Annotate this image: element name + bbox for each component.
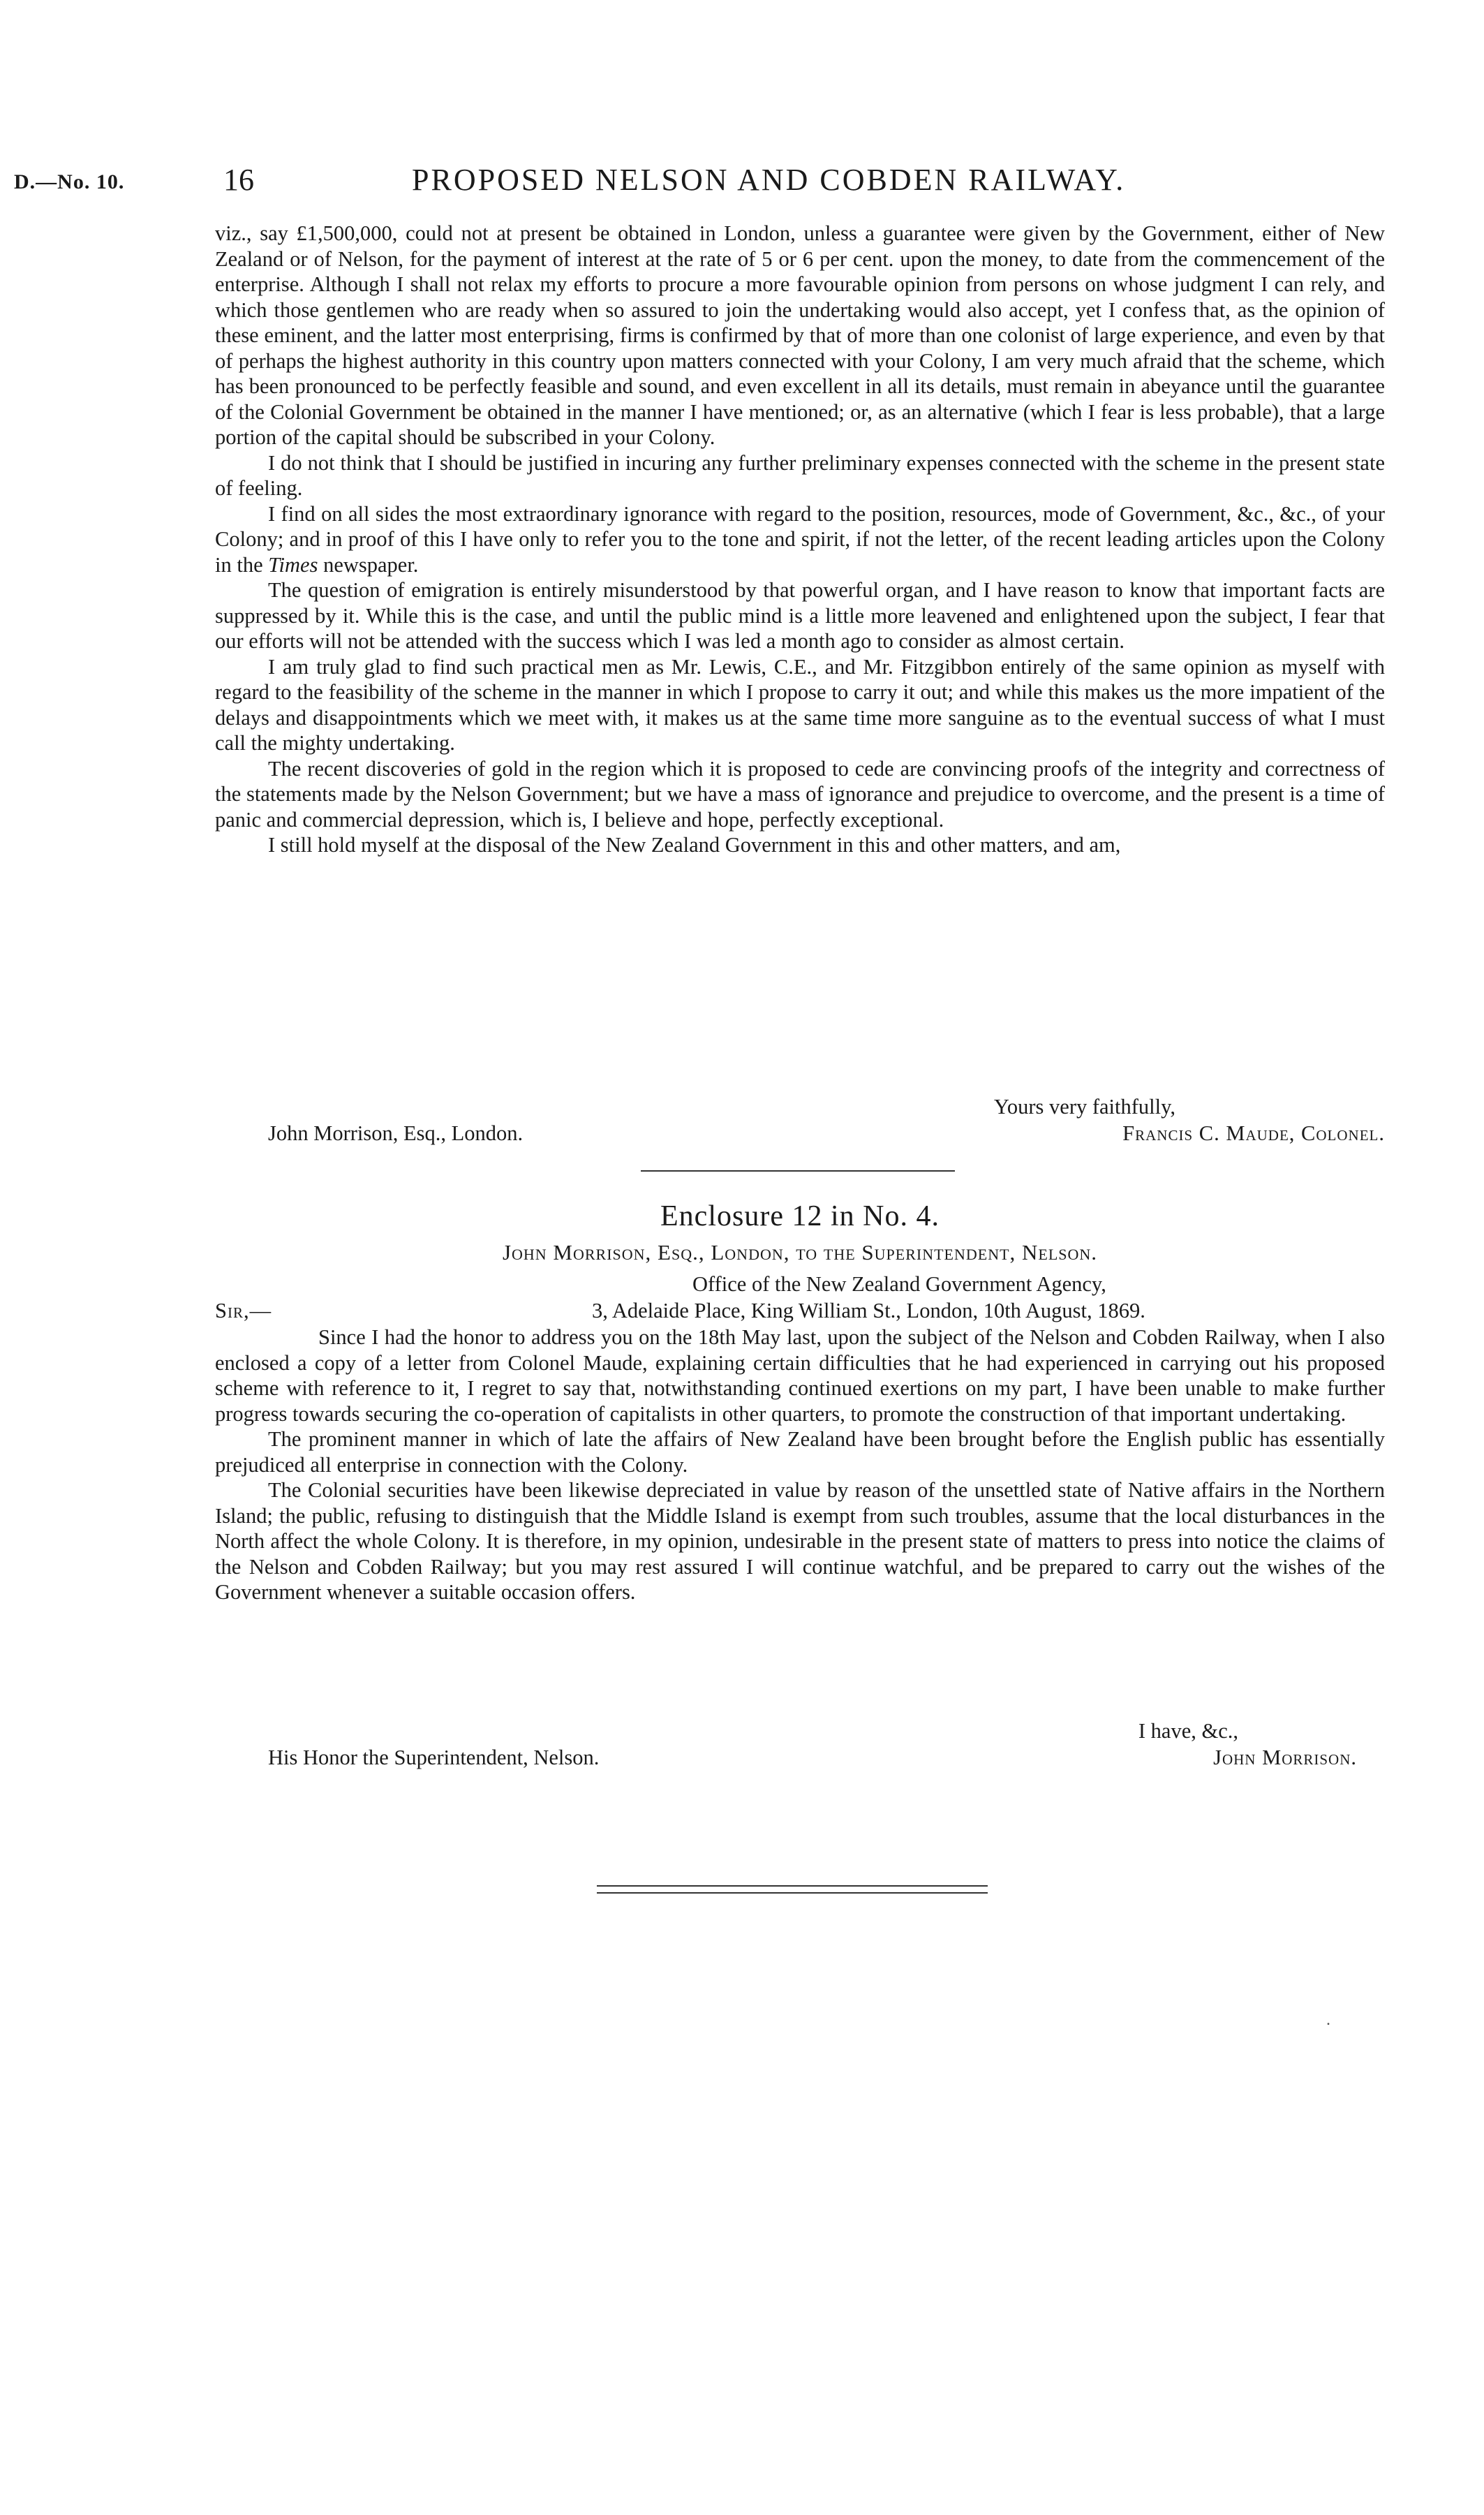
- paragraph-text: I find on all sides the most extraordinary ignorance with regard to the position, resources, mode of Government, &c., &c., of your Colony; and in proof of this I have only to refer you to the tone and spirit, if not the letter, of the recent leading articles upon the Colony in the: [215, 501, 1385, 577]
- paragraph: The recent discoveries of gold in the region which it is proposed to cede are convincing proofs of the integrity and correctness of the statements made by the Nelson Government; but we have a mass of ignorance and prejudice to overcome, and the present is a time of panic and commercial depression, which is, I believe and hope, perfectly exceptional.: [215, 756, 1385, 832]
- signature: Francis C. Maude, Colonel.: [1122, 1121, 1385, 1145]
- paragraph-text-end: newspaper.: [323, 552, 419, 577]
- paragraph: viz., say £1,500,000, could not at present be obtained in London, unless a guarantee were given by the Government, either of New Zealand or of Nelson, for the payment of interest at the rate of 5 or 6 per cent. upon the money, to date from the commencement of the enterprise. Although I shall not relax my efforts to procure a more favourable opinion from persons on whose judgment I can rely, and which those gentlemen who are ready when so assured to join the undertaking would also accept, yet I confess that, as the opinion of these eminent, and the latter most enterprising, firms is confirmed by that of more than one colonist of large experience, and even by that of perhaps the highest authority in this country upon matters connected with your Colony, I am very much afraid that the scheme, which has been pronounced to be perfectly feasible and sound, and even excellent in all its details, must remain in abeyance until the guarantee of the Colonial Government be obtained in the manner I have mentioned; or, as an alternative (which I fear is less probable), that a large portion of the capital should be subscribed in your Colony.: [215, 221, 1385, 449]
- letter-morrison-body: [215, 1325, 1385, 1605]
- page-number: 16: [223, 163, 254, 197]
- letter-maude-signature-block: [215, 1095, 1385, 1151]
- signature: John Morrison.: [1213, 1746, 1357, 1769]
- paragraph: I do not think that I should be justified in incuring any further preliminary expenses connected with the scheme in the present state of feeling.: [215, 450, 1385, 500]
- letter-morrison-signature-block: [215, 1719, 1385, 1775]
- document-reference: D.—No. 10.: [14, 170, 125, 193]
- times-newspaper-name: Times: [268, 552, 318, 577]
- margin-dot: .: [1326, 2011, 1330, 2029]
- sender-office: Office of the New Zealand Government Agency,: [692, 1272, 1106, 1296]
- paragraph: The Colonial securities have been likewise depreciated in value by reason of the unsettled state of Native affairs in the Northern Island; the public, refusing to distinguish that the Middle Island is exempt from such troubles, assume that the local disturbances in the North affect the whole Colony. It is therefore, in my opinion, undesirable in the present state of matters to press into notice the claims of the Nelson and Cobden Railway; but you may rest assured I will continue watchful, and be prepared to carry out the wishes of the Government whenever a suitable occasion offers.: [215, 1478, 1385, 1604]
- enclosure-from-to: John Morrison, Esq., London, to the Superintendent, Nelson.: [502, 1240, 1098, 1264]
- complimentary-close: I have, &c.,: [1138, 1719, 1238, 1743]
- paragraph: I am truly glad to find such practical men as Mr. Lewis, C.E., and Mr. Fitzgibbon entirely of the same opinion as myself with regard to the feasibility of the scheme in the manner in which I propose to carry it out; and while this makes us the more impatient of the delays and disappointments which we meet with, it makes us at the same time more sanguine as to the eventual success of what I must call the mighty undertaking.: [215, 654, 1385, 755]
- end-rule: [597, 1885, 988, 1894]
- complimentary-close: Yours very faithfully,: [993, 1095, 1175, 1119]
- paragraph: I still hold myself at the disposal of the New Zealand Government in this and other matters, and am,: [268, 833, 1121, 857]
- addressee: His Honor the Superintendent, Nelson.: [268, 1746, 600, 1769]
- addressee: John Morrison, Esq., London.: [268, 1121, 524, 1145]
- sender-address-date: 3, Adelaide Place, King William St., London, 10th August, 1869.: [592, 1299, 1145, 1322]
- page-title: PROPOSED NELSON AND COBDEN RAILWAY.: [412, 163, 1126, 197]
- paragraph: The question of emigration is entirely misunderstood by that powerful organ, and I have reason to know that important facts are suppressed by it. While this is the case, and until the public mind is a little more leavened and enlightened upon the subject, I fear that our efforts will not be attended with the success which I was led a month ago to consider as almost certain.: [215, 578, 1385, 653]
- letter-maude-body: [215, 221, 1385, 858]
- paragraph: [215, 501, 1385, 578]
- section-divider: [641, 1170, 955, 1172]
- paragraph: Since I had the honor to address you on the 18th May last, upon the subject of the Nelson and Cobden Railway, when I also enclosed a copy of a letter from Colonel Maude, explaining certain difficulties that he had experienced in carrying out his proposed scheme with reference to it, I regret to say that, notwithstanding continued exertions on my part, I have been unable to make further progress towards securing the co-operation of capitalists in other quarters, to promote the construction of that important undertaking.: [215, 1325, 1385, 1426]
- running-header: [14, 162, 1222, 204]
- salutation: Sir,—: [215, 1299, 272, 1322]
- paragraph: The prominent manner in which of late the affairs of New Zealand have been brought before the English public has essentially prejudiced all enterprise in connection with the Colony.: [215, 1427, 1385, 1477]
- enclosure-heading: Enclosure 12 in No. 4.: [660, 1200, 940, 1232]
